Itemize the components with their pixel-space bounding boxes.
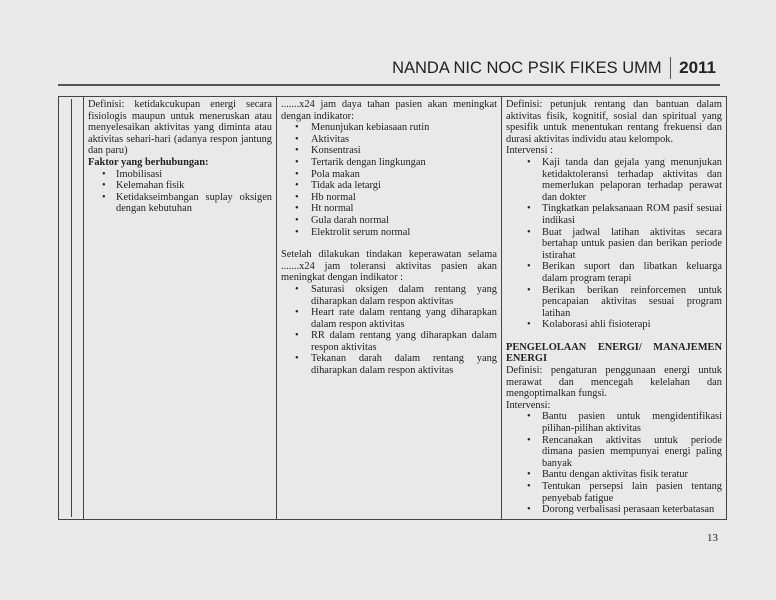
indicator-list-1 — [281, 122, 497, 238]
list-item: • Dorong verbalisasi perasaan keterbatasan — [506, 504, 722, 516]
list-item: • Gula darah normal — [281, 215, 497, 227]
intervention-label-1: Intervensi : — [506, 145, 554, 157]
intervention-definition-2: Definisi: pengaturan penggunaan energi untuk merawat dan mencegah kelelahan dan mengoptimalkan fungsi. — [506, 365, 722, 400]
header-rule — [58, 84, 720, 86]
list-item: • RR dalam rentang yang diharapkan dalam respon aktivitas — [281, 330, 497, 353]
page-number: 13 — [707, 532, 718, 544]
outcome-cell — [277, 97, 502, 520]
list-item: • Pola makan — [281, 169, 497, 181]
nursing-care-table — [58, 96, 727, 520]
list-item: • Imobilisasi — [88, 169, 272, 181]
list-item: • Elektrolit serum normal — [281, 227, 497, 239]
intervention-cell — [502, 97, 727, 520]
list-item: • Konsentrasi — [281, 145, 497, 157]
list-item: • Berikan berikan reinforcemen untuk pencapaian aktivitas sesuai program latihan — [506, 285, 722, 320]
factors-list — [88, 169, 272, 215]
number-column-cell — [59, 97, 84, 520]
list-item: • Heart rate dalam rentang yang diharapkan dalam respon aktivitas — [281, 307, 497, 330]
intervention-list-1 — [506, 157, 722, 331]
table-row — [59, 97, 727, 520]
section-heading-cont: ENERGI — [506, 353, 547, 365]
page-header — [392, 57, 716, 79]
list-item: • Ketidakseimbangan suplay oksigen dengan kebutuhan — [88, 192, 272, 215]
diagnosis-cell — [84, 97, 277, 520]
header-separator — [670, 57, 672, 79]
outcome-intro-1: .......x24 jam daya tahan pasien akan meningkat dengan indikator: — [281, 99, 497, 122]
list-item: • Berikan suport dan libatkan keluarga dalam program terapi — [506, 261, 722, 284]
diagnosis-definition: Definisi: ketidakcukupan energi secara fisiologis maupun untuk meneruskan atau menyelesaikan aktivitas yang diminta atau aktivitas sehari-hari (adanya respon jantung dan paru) — [88, 99, 272, 157]
section-heading: PENGELOLAAN ENERGI/ MANAJEMEN — [506, 341, 722, 353]
outcome-intro-2: Setelah dilakukan tindakan keperawatan selama .......x24 jam toleransi aktivitas pasien akan meningkat dengan indikator : — [281, 249, 497, 284]
list-item: • Kelemahan fisik — [88, 180, 272, 192]
factors-heading: Faktor yang berhubungan: — [88, 156, 209, 168]
list-item: • Tentukan persepsi lain pasien tentang penyebab fatigue — [506, 481, 722, 504]
list-item: • Aktivitas — [281, 134, 497, 146]
list-item: • Saturasi oksigen dalam rentang yang diharapkan dalam respon aktivitas — [281, 284, 497, 307]
list-item: • Bantu dengan aktivitas fisik teratur — [506, 469, 722, 481]
intervention-label-2: Intervensi: — [506, 399, 551, 411]
header-year: 2011 — [679, 58, 716, 77]
list-item: • Rencanakan aktivitas untuk periode dimana pasien mempunyai energi paling banyak — [506, 435, 722, 470]
intervention-list-2 — [506, 411, 722, 515]
list-item: • Tertarik dengan lingkungan — [281, 157, 497, 169]
indicator-list-2 — [281, 284, 497, 377]
list-item: • Tidak ada letargi — [281, 180, 497, 192]
header-title: NANDA NIC NOC PSIK FIKES UMM — [392, 58, 662, 77]
list-item: • Hb normal — [281, 192, 497, 204]
list-item: • Tingkatkan pelaksanaan ROM pasif sesuai indikasi — [506, 203, 722, 226]
list-item: • Menunjukan kebiasaan rutin — [281, 122, 497, 134]
list-item: • Ht normal — [281, 203, 497, 215]
list-item: • Kaji tanda dan gejala yang menunjukan ketidaktoleransi terhadap aktivitas dan memerlukan pelaporan terhadap perawat dan dokter — [506, 157, 722, 203]
list-item: • Bantu pasien untuk mengidentifikasi pilihan-pilihan aktivitas — [506, 411, 722, 434]
intervention-definition-1: Definisi: petunjuk rentang dan bantuan dalam aktivitas fisik, kognitif, sosial dan spiritual yang spesifik untuk menentukan rentang frekuensi dan durasi aktivitas individu atau kelompok. — [506, 99, 722, 145]
list-item: • Tekanan darah dalam rentang yang diharapkan dalam respon aktivitas — [281, 353, 497, 376]
list-item: • Buat jadwal latihan aktivitas secara bertahap untuk pasien dan berikan periode istirahat — [506, 227, 722, 262]
list-item: • Kolaborasi ahli fisioterapi — [506, 319, 722, 331]
